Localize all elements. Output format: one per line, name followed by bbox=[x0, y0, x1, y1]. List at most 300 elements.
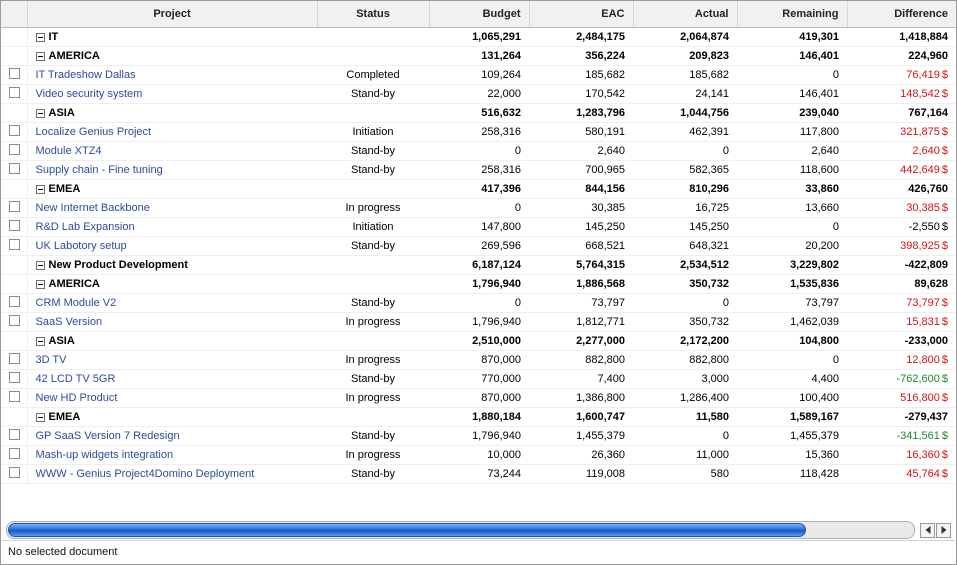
difference-value: 76,419 bbox=[906, 69, 940, 81]
row-checkbox[interactable] bbox=[9, 87, 20, 98]
collapse-icon[interactable] bbox=[36, 52, 45, 61]
project-link[interactable]: R&D Lab Expansion bbox=[35, 221, 135, 233]
actual-cell: 350,732 bbox=[633, 275, 737, 294]
actual-cell: 2,064,874 bbox=[633, 28, 737, 47]
row-select-cell[interactable] bbox=[1, 465, 27, 484]
status-cell bbox=[317, 275, 429, 294]
group-label: AMERICA bbox=[48, 50, 100, 62]
budget-cell: 22,000 bbox=[429, 85, 529, 104]
header-row bbox=[1, 1, 956, 28]
project-link[interactable]: 3D TV bbox=[35, 354, 67, 366]
row-select-cell[interactable] bbox=[1, 161, 27, 180]
actual-cell: 0 bbox=[633, 427, 737, 446]
project-cell[interactable] bbox=[27, 256, 317, 275]
table-row[interactable] bbox=[1, 237, 956, 256]
remaining-cell: 1,535,836 bbox=[737, 275, 847, 294]
table-body bbox=[1, 28, 956, 484]
row-select-cell[interactable] bbox=[1, 66, 27, 85]
table-row[interactable] bbox=[1, 351, 956, 370]
difference-cell bbox=[847, 142, 956, 161]
project-cell[interactable] bbox=[27, 28, 317, 47]
project-cell[interactable] bbox=[27, 370, 317, 389]
table-row[interactable] bbox=[1, 389, 956, 408]
project-link[interactable]: New HD Product bbox=[35, 392, 118, 404]
project-cell[interactable] bbox=[27, 237, 317, 256]
actual-cell: 462,391 bbox=[633, 123, 737, 142]
row-checkbox[interactable] bbox=[9, 201, 20, 212]
budget-cell: 417,396 bbox=[429, 180, 529, 199]
group-label: New Product Development bbox=[48, 259, 188, 271]
difference-value: -233,000 bbox=[904, 335, 948, 347]
difference-value: 73,797 bbox=[906, 297, 940, 309]
group-label: IT bbox=[48, 31, 59, 43]
status-cell: In progress bbox=[317, 389, 429, 408]
table-row[interactable] bbox=[1, 256, 956, 275]
column-header-eac[interactable]: EAC bbox=[529, 1, 633, 28]
scroll-right-button[interactable] bbox=[936, 523, 951, 538]
project-cell[interactable] bbox=[27, 199, 317, 218]
actual-cell: 1,286,400 bbox=[633, 389, 737, 408]
currency-symbol: $ bbox=[941, 468, 948, 480]
collapse-icon[interactable] bbox=[36, 261, 45, 270]
project-cell[interactable] bbox=[27, 123, 317, 142]
row-select-cell bbox=[1, 180, 27, 199]
budget-cell: 1,880,184 bbox=[429, 408, 529, 427]
eac-cell: 1,386,800 bbox=[529, 389, 633, 408]
difference-value: 15,831 bbox=[906, 316, 940, 328]
row-checkbox[interactable] bbox=[9, 429, 20, 440]
status-cell bbox=[317, 408, 429, 427]
scrollbar-buttons bbox=[919, 523, 951, 538]
table-row[interactable] bbox=[1, 180, 956, 199]
collapse-icon[interactable] bbox=[36, 413, 45, 422]
difference-cell bbox=[847, 104, 956, 123]
eac-cell: 185,682 bbox=[529, 66, 633, 85]
project-cell[interactable] bbox=[27, 161, 317, 180]
project-cell[interactable] bbox=[27, 351, 317, 370]
actual-cell: 350,732 bbox=[633, 313, 737, 332]
project-cell[interactable] bbox=[27, 332, 317, 351]
status-cell bbox=[317, 28, 429, 47]
actual-cell: 145,250 bbox=[633, 218, 737, 237]
table-row[interactable] bbox=[1, 465, 956, 484]
column-header-select[interactable] bbox=[1, 1, 27, 28]
project-link[interactable]: Localize Genius Project bbox=[35, 126, 152, 138]
row-checkbox[interactable] bbox=[9, 125, 20, 136]
budget-cell: 1,796,940 bbox=[429, 275, 529, 294]
budget-cell: 0 bbox=[429, 142, 529, 161]
scroll-left-button[interactable] bbox=[920, 523, 935, 538]
actual-cell: 209,823 bbox=[633, 47, 737, 66]
status-cell: Initiation bbox=[317, 218, 429, 237]
table-row[interactable] bbox=[1, 275, 956, 294]
project-link[interactable]: Mash-up widgets integration bbox=[35, 449, 174, 461]
row-select-cell[interactable] bbox=[1, 427, 27, 446]
project-link[interactable]: WWW - Genius Project4Domino Deployment bbox=[35, 468, 255, 480]
difference-value: 224,960 bbox=[908, 50, 948, 62]
status-cell: Stand-by bbox=[317, 370, 429, 389]
row-select-cell bbox=[1, 28, 27, 47]
row-select-cell bbox=[1, 408, 27, 427]
project-cell[interactable] bbox=[27, 446, 317, 465]
project-link[interactable]: IT Tradeshow Dallas bbox=[35, 69, 136, 81]
project-budget-table bbox=[1, 1, 956, 484]
row-select-cell[interactable] bbox=[1, 446, 27, 465]
project-link[interactable]: New Internet Backbone bbox=[35, 202, 150, 214]
budget-cell: 2,510,000 bbox=[429, 332, 529, 351]
project-link[interactable]: UK Labotory setup bbox=[35, 240, 127, 252]
actual-cell: 648,321 bbox=[633, 237, 737, 256]
collapse-icon[interactable] bbox=[36, 33, 45, 42]
difference-value: -422,809 bbox=[904, 259, 948, 271]
difference-cell bbox=[847, 389, 956, 408]
difference-value: 442,649 bbox=[900, 164, 940, 176]
project-cell[interactable] bbox=[27, 408, 317, 427]
row-select-cell[interactable] bbox=[1, 237, 27, 256]
difference-value: 767,164 bbox=[908, 107, 948, 119]
eac-cell: 580,191 bbox=[529, 123, 633, 142]
remaining-cell: 419,301 bbox=[737, 28, 847, 47]
currency-symbol: $ bbox=[941, 221, 948, 233]
row-checkbox[interactable] bbox=[9, 68, 20, 79]
table-row[interactable] bbox=[1, 85, 956, 104]
row-select-cell[interactable] bbox=[1, 142, 27, 161]
column-header-remaining[interactable]: Remaining bbox=[737, 1, 847, 28]
difference-value: 148,542 bbox=[900, 88, 940, 100]
remaining-cell: 73,797 bbox=[737, 294, 847, 313]
actual-cell: 580 bbox=[633, 465, 737, 484]
actual-cell: 16,725 bbox=[633, 199, 737, 218]
budget-cell: 10,000 bbox=[429, 446, 529, 465]
difference-cell bbox=[847, 351, 956, 370]
table-row[interactable] bbox=[1, 123, 956, 142]
row-checkbox[interactable] bbox=[9, 372, 20, 383]
row-checkbox[interactable] bbox=[9, 448, 20, 459]
currency-symbol: $ bbox=[941, 354, 948, 366]
difference-value: 516,800 bbox=[900, 392, 940, 404]
remaining-cell: 146,401 bbox=[737, 85, 847, 104]
right-arrow-icon bbox=[941, 526, 946, 534]
project-cell[interactable] bbox=[27, 47, 317, 66]
status-cell: In progress bbox=[317, 446, 429, 465]
project-link[interactable]: Supply chain - Fine tuning bbox=[35, 164, 163, 176]
remaining-cell: 104,800 bbox=[737, 332, 847, 351]
row-select-cell[interactable] bbox=[1, 294, 27, 313]
remaining-cell: 3,229,802 bbox=[737, 256, 847, 275]
eac-cell: 7,400 bbox=[529, 370, 633, 389]
remaining-cell: 1,589,167 bbox=[737, 408, 847, 427]
project-cell[interactable] bbox=[27, 275, 317, 294]
status-cell bbox=[317, 256, 429, 275]
budget-cell: 870,000 bbox=[429, 389, 529, 408]
difference-cell bbox=[847, 218, 956, 237]
currency-symbol: $ bbox=[941, 297, 948, 309]
remaining-cell: 13,660 bbox=[737, 199, 847, 218]
row-select-cell[interactable] bbox=[1, 199, 27, 218]
row-checkbox[interactable] bbox=[9, 163, 20, 174]
currency-symbol: $ bbox=[941, 240, 948, 252]
eac-cell: 2,640 bbox=[529, 142, 633, 161]
row-checkbox[interactable] bbox=[9, 239, 20, 250]
row-select-cell[interactable] bbox=[1, 123, 27, 142]
collapse-icon[interactable] bbox=[36, 185, 45, 194]
eac-cell: 700,965 bbox=[529, 161, 633, 180]
remaining-cell: 118,600 bbox=[737, 161, 847, 180]
collapse-icon[interactable] bbox=[36, 109, 45, 118]
budget-cell: 0 bbox=[429, 199, 529, 218]
difference-cell bbox=[847, 408, 956, 427]
column-header-difference[interactable]: Difference bbox=[847, 1, 956, 28]
difference-cell bbox=[847, 465, 956, 484]
status-cell: Stand-by bbox=[317, 465, 429, 484]
remaining-cell: 33,860 bbox=[737, 180, 847, 199]
remaining-cell: 117,800 bbox=[737, 123, 847, 142]
project-link[interactable]: Module XTZ4 bbox=[35, 145, 102, 157]
difference-value: 16,360 bbox=[906, 449, 940, 461]
row-select-cell[interactable] bbox=[1, 389, 27, 408]
row-select-cell[interactable] bbox=[1, 370, 27, 389]
eac-cell: 1,283,796 bbox=[529, 104, 633, 123]
row-checkbox[interactable] bbox=[9, 315, 20, 326]
budget-cell: 131,264 bbox=[429, 47, 529, 66]
remaining-cell: 2,640 bbox=[737, 142, 847, 161]
status-cell: Stand-by bbox=[317, 85, 429, 104]
eac-cell: 145,250 bbox=[529, 218, 633, 237]
table-row[interactable] bbox=[1, 294, 956, 313]
eac-cell: 30,385 bbox=[529, 199, 633, 218]
row-select-cell[interactable] bbox=[1, 351, 27, 370]
currency-symbol: $ bbox=[941, 202, 948, 214]
project-cell[interactable] bbox=[27, 218, 317, 237]
table-row[interactable] bbox=[1, 332, 956, 351]
project-cell[interactable] bbox=[27, 313, 317, 332]
difference-cell bbox=[847, 256, 956, 275]
eac-cell: 119,008 bbox=[529, 465, 633, 484]
row-select-cell bbox=[1, 47, 27, 66]
difference-cell bbox=[847, 446, 956, 465]
table-empty-space bbox=[1, 484, 956, 520]
budget-cell: 258,316 bbox=[429, 123, 529, 142]
eac-cell: 2,277,000 bbox=[529, 332, 633, 351]
actual-cell: 2,172,200 bbox=[633, 332, 737, 351]
status-cell: In progress bbox=[317, 351, 429, 370]
eac-cell: 170,542 bbox=[529, 85, 633, 104]
eac-cell: 882,800 bbox=[529, 351, 633, 370]
actual-cell: 882,800 bbox=[633, 351, 737, 370]
table-row[interactable] bbox=[1, 218, 956, 237]
remaining-cell: 20,200 bbox=[737, 237, 847, 256]
status-cell: In progress bbox=[317, 199, 429, 218]
difference-value: 321,875 bbox=[900, 126, 940, 138]
currency-symbol: $ bbox=[941, 88, 948, 100]
column-header-status[interactable]: Status bbox=[317, 1, 429, 28]
project-cell[interactable] bbox=[27, 389, 317, 408]
eac-cell: 1,812,771 bbox=[529, 313, 633, 332]
eac-cell: 73,797 bbox=[529, 294, 633, 313]
project-cell[interactable] bbox=[27, 66, 317, 85]
difference-value: 426,760 bbox=[908, 183, 948, 195]
actual-cell: 2,534,512 bbox=[633, 256, 737, 275]
budget-cell: 1,065,291 bbox=[429, 28, 529, 47]
difference-value: 12,800 bbox=[906, 354, 940, 366]
difference-cell bbox=[847, 237, 956, 256]
difference-value: 45,764 bbox=[906, 468, 940, 480]
difference-cell bbox=[847, 47, 956, 66]
budget-cell: 1,796,940 bbox=[429, 427, 529, 446]
remaining-cell: 4,400 bbox=[737, 370, 847, 389]
eac-cell: 26,360 bbox=[529, 446, 633, 465]
actual-cell: 0 bbox=[633, 142, 737, 161]
row-checkbox[interactable] bbox=[9, 144, 20, 155]
difference-value: -341,561 bbox=[896, 430, 940, 442]
project-link[interactable]: GP SaaS Version 7 Redesign bbox=[35, 430, 180, 442]
column-header-actual[interactable]: Actual bbox=[633, 1, 737, 28]
budget-cell: 147,800 bbox=[429, 218, 529, 237]
row-checkbox[interactable] bbox=[9, 353, 20, 364]
table-row[interactable] bbox=[1, 161, 956, 180]
budget-cell: 870,000 bbox=[429, 351, 529, 370]
eac-cell: 356,224 bbox=[529, 47, 633, 66]
difference-value: -2,550 bbox=[908, 221, 940, 233]
difference-cell bbox=[847, 427, 956, 446]
row-select-cell bbox=[1, 275, 27, 294]
row-select-cell[interactable] bbox=[1, 313, 27, 332]
difference-cell bbox=[847, 66, 956, 85]
remaining-cell: 239,040 bbox=[737, 104, 847, 123]
row-checkbox[interactable] bbox=[9, 467, 20, 478]
table-row[interactable] bbox=[1, 104, 956, 123]
difference-cell bbox=[847, 294, 956, 313]
table-row[interactable] bbox=[1, 66, 956, 85]
eac-cell: 5,764,315 bbox=[529, 256, 633, 275]
table-row[interactable] bbox=[1, 313, 956, 332]
row-select-cell bbox=[1, 104, 27, 123]
table-row[interactable] bbox=[1, 28, 956, 47]
row-select-cell[interactable] bbox=[1, 218, 27, 237]
difference-cell bbox=[847, 123, 956, 142]
remaining-cell: 100,400 bbox=[737, 389, 847, 408]
status-bar-text: No selected document bbox=[8, 546, 118, 558]
project-link[interactable]: 42 LCD TV 5GR bbox=[35, 373, 116, 385]
table-row[interactable] bbox=[1, 408, 956, 427]
eac-cell: 668,521 bbox=[529, 237, 633, 256]
table-row[interactable] bbox=[1, 199, 956, 218]
difference-cell bbox=[847, 28, 956, 47]
table-row[interactable] bbox=[1, 47, 956, 66]
remaining-cell: 1,462,039 bbox=[737, 313, 847, 332]
remaining-cell: 118,428 bbox=[737, 465, 847, 484]
status-cell bbox=[317, 104, 429, 123]
status-cell bbox=[317, 332, 429, 351]
project-cell[interactable] bbox=[27, 427, 317, 446]
budget-cell: 1,796,940 bbox=[429, 313, 529, 332]
remaining-cell: 15,360 bbox=[737, 446, 847, 465]
status-cell: Completed bbox=[317, 66, 429, 85]
budget-cell: 770,000 bbox=[429, 370, 529, 389]
currency-symbol: $ bbox=[941, 373, 948, 385]
project-cell[interactable] bbox=[27, 465, 317, 484]
eac-cell: 1,886,568 bbox=[529, 275, 633, 294]
project-cell[interactable] bbox=[27, 85, 317, 104]
currency-symbol: $ bbox=[941, 430, 948, 442]
table-header bbox=[1, 1, 956, 28]
project-cell[interactable] bbox=[27, 142, 317, 161]
scrollbar-track[interactable] bbox=[6, 521, 915, 539]
actual-cell: 582,365 bbox=[633, 161, 737, 180]
difference-cell bbox=[847, 332, 956, 351]
eac-cell: 1,455,379 bbox=[529, 427, 633, 446]
table-row[interactable] bbox=[1, 142, 956, 161]
status-cell: Stand-by bbox=[317, 142, 429, 161]
status-cell: Initiation bbox=[317, 123, 429, 142]
budget-cell: 73,244 bbox=[429, 465, 529, 484]
budget-cell: 258,316 bbox=[429, 161, 529, 180]
eac-cell: 844,156 bbox=[529, 180, 633, 199]
row-select-cell[interactable] bbox=[1, 85, 27, 104]
column-header-budget[interactable]: Budget bbox=[429, 1, 529, 28]
actual-cell: 11,000 bbox=[633, 446, 737, 465]
project-cell[interactable] bbox=[27, 180, 317, 199]
difference-cell bbox=[847, 161, 956, 180]
horizontal-scrollbar[interactable] bbox=[2, 520, 955, 540]
row-checkbox[interactable] bbox=[9, 220, 20, 231]
eac-cell: 1,600,747 bbox=[529, 408, 633, 427]
remaining-cell: 0 bbox=[737, 351, 847, 370]
left-arrow-icon bbox=[925, 526, 930, 534]
difference-cell bbox=[847, 275, 956, 294]
project-link[interactable]: CRM Module V2 bbox=[35, 297, 117, 309]
project-cell[interactable] bbox=[27, 294, 317, 313]
status-cell: Stand-by bbox=[317, 161, 429, 180]
status-cell: Stand-by bbox=[317, 294, 429, 313]
budget-cell: 109,264 bbox=[429, 66, 529, 85]
collapse-icon[interactable] bbox=[36, 280, 45, 289]
collapse-icon[interactable] bbox=[36, 337, 45, 346]
row-checkbox[interactable] bbox=[9, 391, 20, 402]
difference-value: 89,628 bbox=[914, 278, 948, 290]
column-header-project[interactable]: Project bbox=[27, 1, 317, 28]
currency-symbol: $ bbox=[941, 316, 948, 328]
project-link[interactable]: SaaS Version bbox=[35, 316, 103, 328]
status-cell: In progress bbox=[317, 313, 429, 332]
currency-symbol: $ bbox=[941, 449, 948, 461]
budget-cell: 516,632 bbox=[429, 104, 529, 123]
row-checkbox[interactable] bbox=[9, 296, 20, 307]
difference-cell bbox=[847, 370, 956, 389]
currency-symbol: $ bbox=[941, 69, 948, 81]
group-label: ASIA bbox=[48, 107, 75, 119]
difference-value: -762,600 bbox=[896, 373, 940, 385]
table-row[interactable] bbox=[1, 446, 956, 465]
table-row[interactable] bbox=[1, 370, 956, 389]
project-cell[interactable] bbox=[27, 104, 317, 123]
actual-cell: 24,141 bbox=[633, 85, 737, 104]
group-label: AMERICA bbox=[48, 278, 100, 290]
row-select-cell bbox=[1, 332, 27, 351]
difference-value: 2,640 bbox=[912, 145, 940, 157]
remaining-cell: 0 bbox=[737, 66, 847, 85]
actual-cell: 11,580 bbox=[633, 408, 737, 427]
scrollbar-thumb[interactable] bbox=[8, 523, 806, 537]
table-row[interactable] bbox=[1, 427, 956, 446]
project-link[interactable]: Video security system bbox=[35, 88, 143, 100]
remaining-cell: 0 bbox=[737, 218, 847, 237]
budget-cell: 6,187,124 bbox=[429, 256, 529, 275]
group-label: ASIA bbox=[48, 335, 75, 347]
actual-cell: 1,044,756 bbox=[633, 104, 737, 123]
actual-cell: 3,000 bbox=[633, 370, 737, 389]
currency-symbol: $ bbox=[941, 164, 948, 176]
